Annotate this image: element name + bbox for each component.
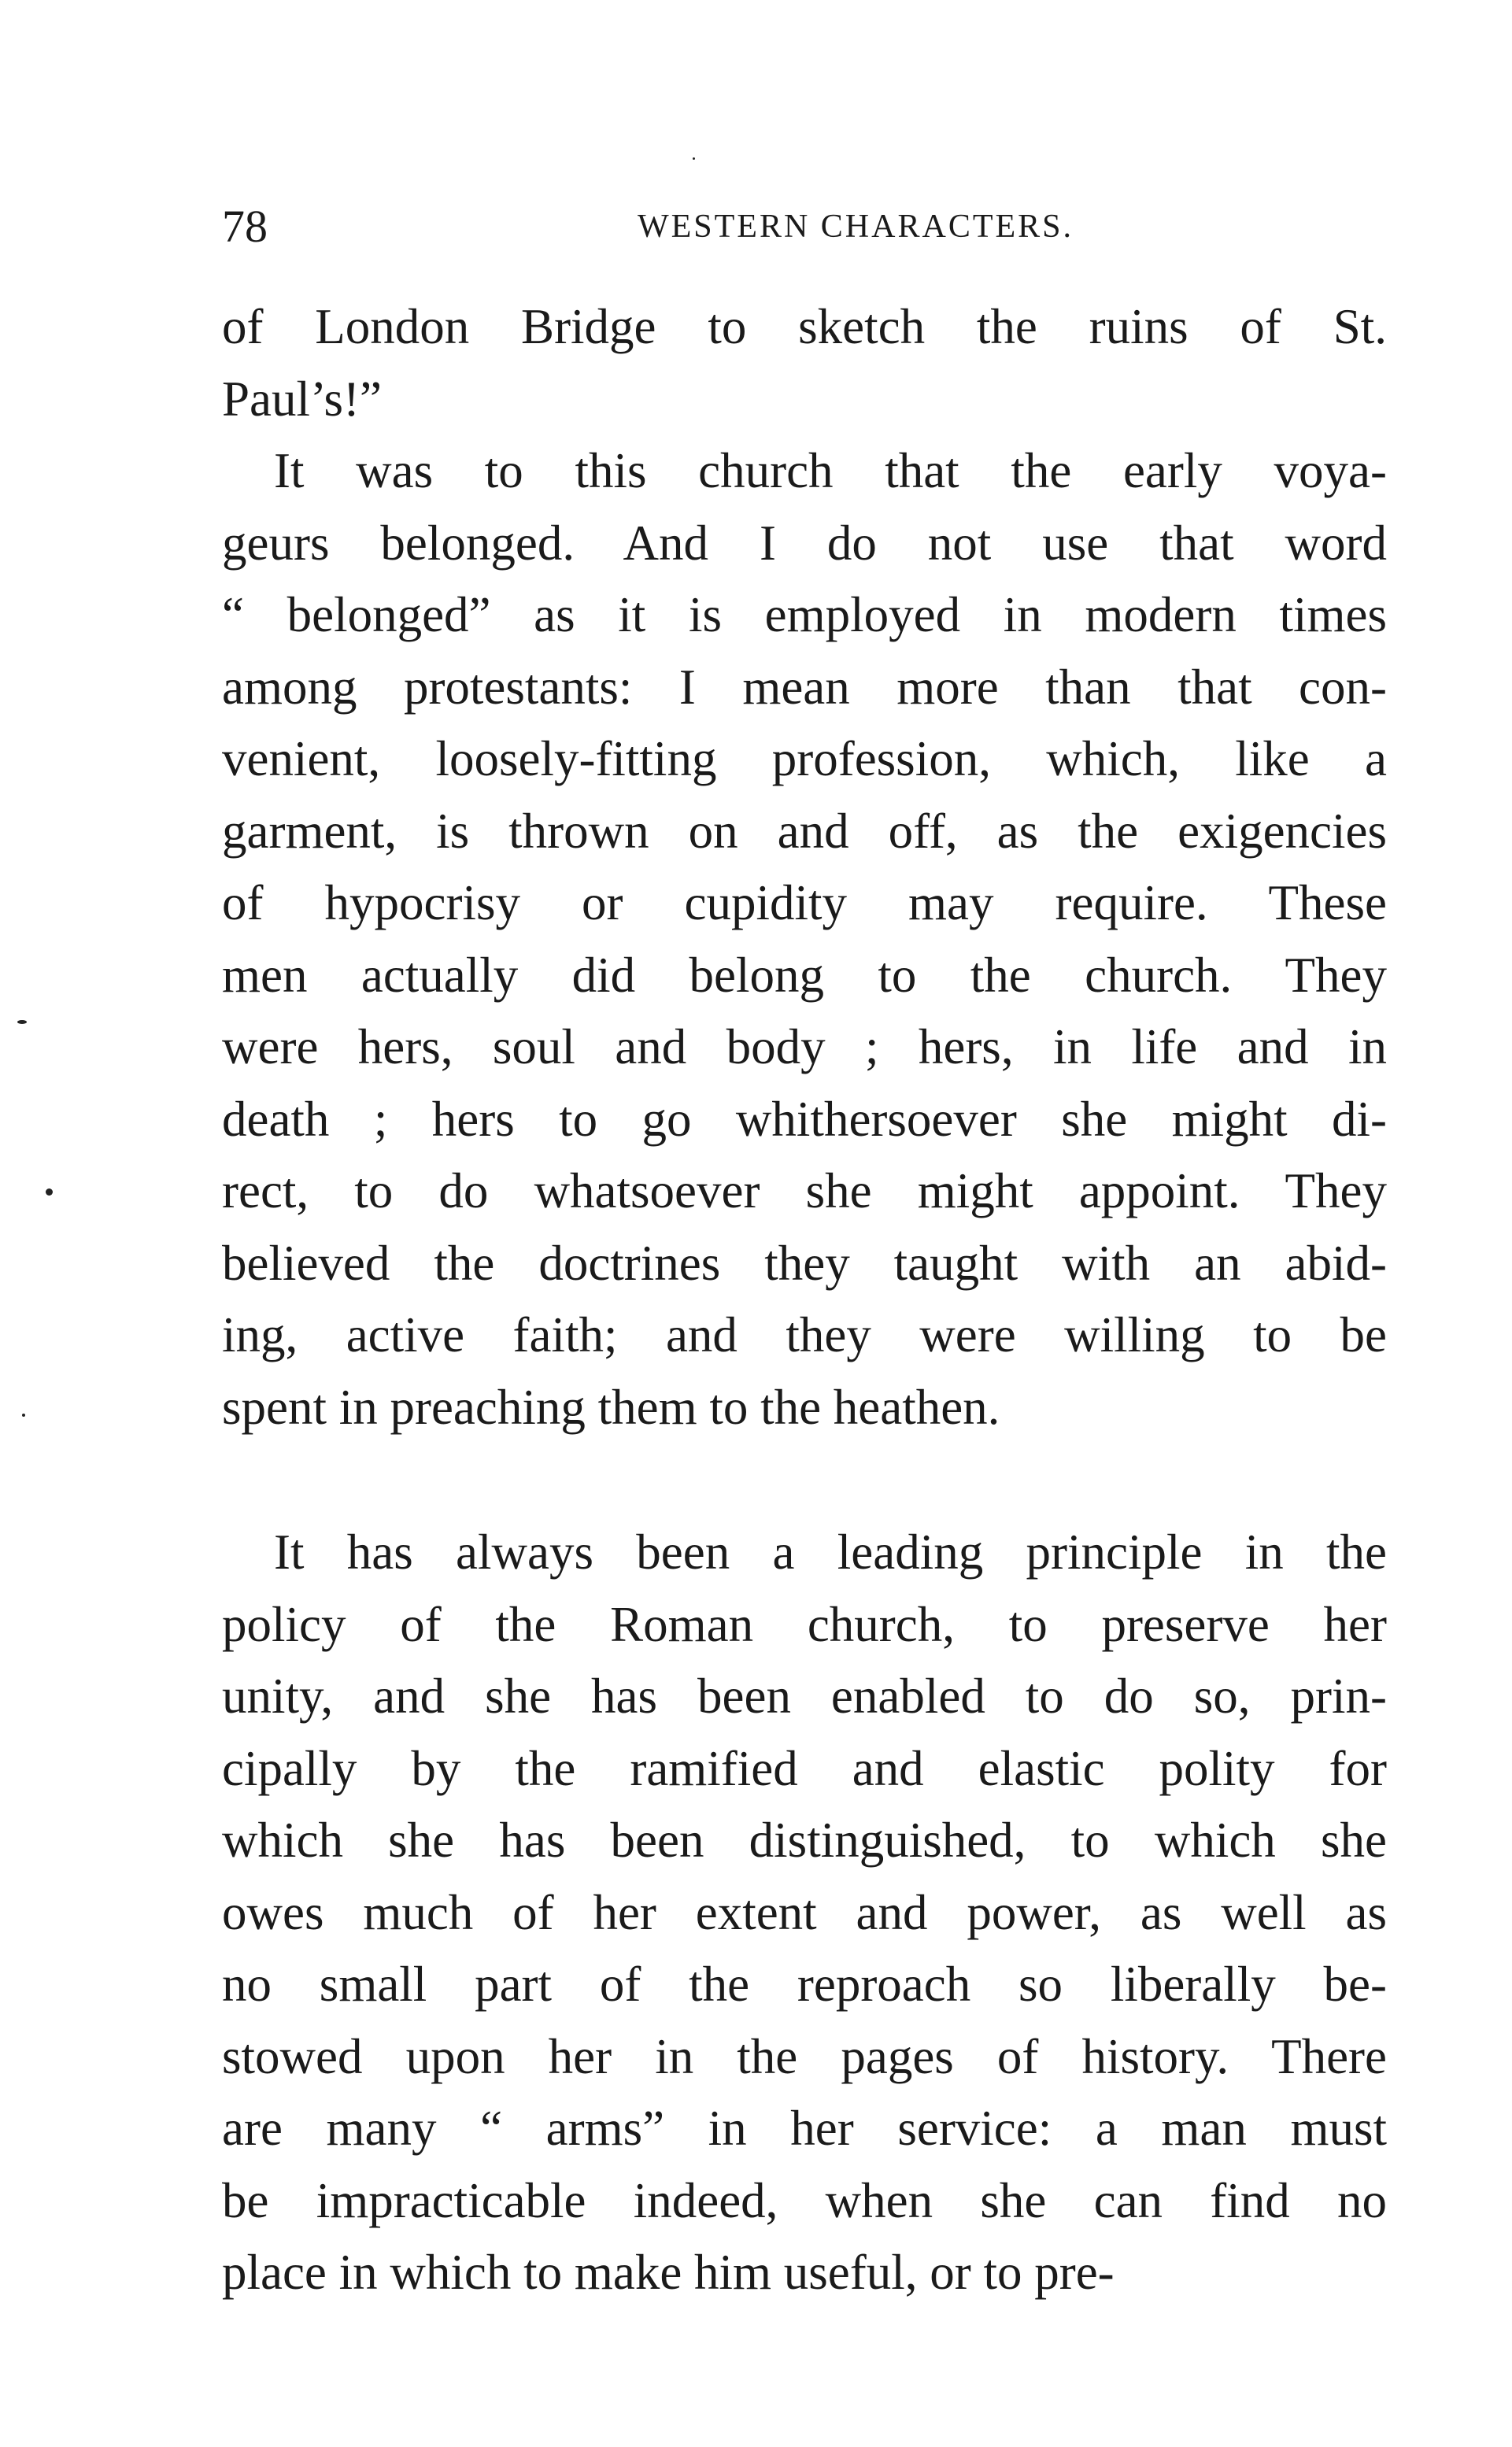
text-line: venient, loosely-fitting profession, which, like a bbox=[222, 731, 1387, 786]
paragraph bbox=[222, 435, 1387, 1443]
paragraph bbox=[222, 1517, 1387, 2309]
text-line: stowed upon her in the pages of history. There bbox=[222, 2028, 1387, 2084]
text-line: be impracticable indeed, when she can find no bbox=[222, 2172, 1387, 2228]
text-line: cipally by the ramified and elastic polity for bbox=[222, 1740, 1387, 1796]
margin-speck bbox=[693, 157, 695, 160]
text-line: ing, active faith; and they were willing to be bbox=[222, 1307, 1387, 1362]
paragraph-gap bbox=[222, 1443, 1387, 1517]
text-line: garment, is thrown on and off, as the exigencies bbox=[222, 803, 1387, 859]
text-line: unity, and she has been enabled to do so, prin- bbox=[222, 1669, 1387, 1724]
page-body bbox=[222, 291, 1387, 2309]
text-line: “ belonged” as it is employed in modern times bbox=[222, 587, 1387, 642]
text-line: spent in preaching them to the heathen. bbox=[222, 1379, 1000, 1435]
text-line: geurs belonged. And I do not use that word bbox=[222, 515, 1387, 571]
text-line: It was to this church that the early voya- bbox=[274, 443, 1387, 498]
text-line: are many “ arms” in her service: a man must bbox=[222, 2101, 1387, 2156]
page-header bbox=[222, 195, 1387, 258]
text-line: place in which to make him useful, or to pre- bbox=[222, 2245, 1115, 2300]
text-line: rect, to do whatsoever she might appoint. They bbox=[222, 1163, 1387, 1218]
text-line: were hers, soul and body ; hers, in life and in bbox=[222, 1019, 1387, 1074]
text-line: policy of the Roman church, to preserve her bbox=[222, 1596, 1387, 1652]
text-line: no small part of the reproach so liberally be- bbox=[222, 1957, 1387, 2012]
text-line: believed the doctrines they taught with an abid- bbox=[222, 1235, 1387, 1291]
text-line: Paul’s!” bbox=[222, 371, 382, 427]
text-line: It has always been a leading principle in the bbox=[274, 1525, 1387, 1580]
margin-speck bbox=[46, 1188, 53, 1196]
margin-speck bbox=[17, 1020, 27, 1024]
paragraph bbox=[222, 291, 1387, 435]
text-line: men actually did belong to the church. They bbox=[222, 947, 1387, 1003]
text-line: owes much of her extent and power, as well as bbox=[222, 1884, 1387, 1940]
text-line: of London Bridge to sketch the ruins of St. bbox=[222, 299, 1387, 354]
text-line: death ; hers to go whithersoever she might di- bbox=[222, 1091, 1387, 1147]
page-number: 78 bbox=[222, 201, 268, 252]
text-line: of hypocrisy or cupidity may require. These bbox=[222, 875, 1387, 930]
running-head: WESTERN CHARACTERS. bbox=[637, 209, 1074, 245]
text-line: among protestants: I mean more than that con- bbox=[222, 659, 1387, 715]
text-line: which she has been distinguished, to which she bbox=[222, 1813, 1387, 1868]
margin-speck bbox=[22, 1414, 25, 1417]
